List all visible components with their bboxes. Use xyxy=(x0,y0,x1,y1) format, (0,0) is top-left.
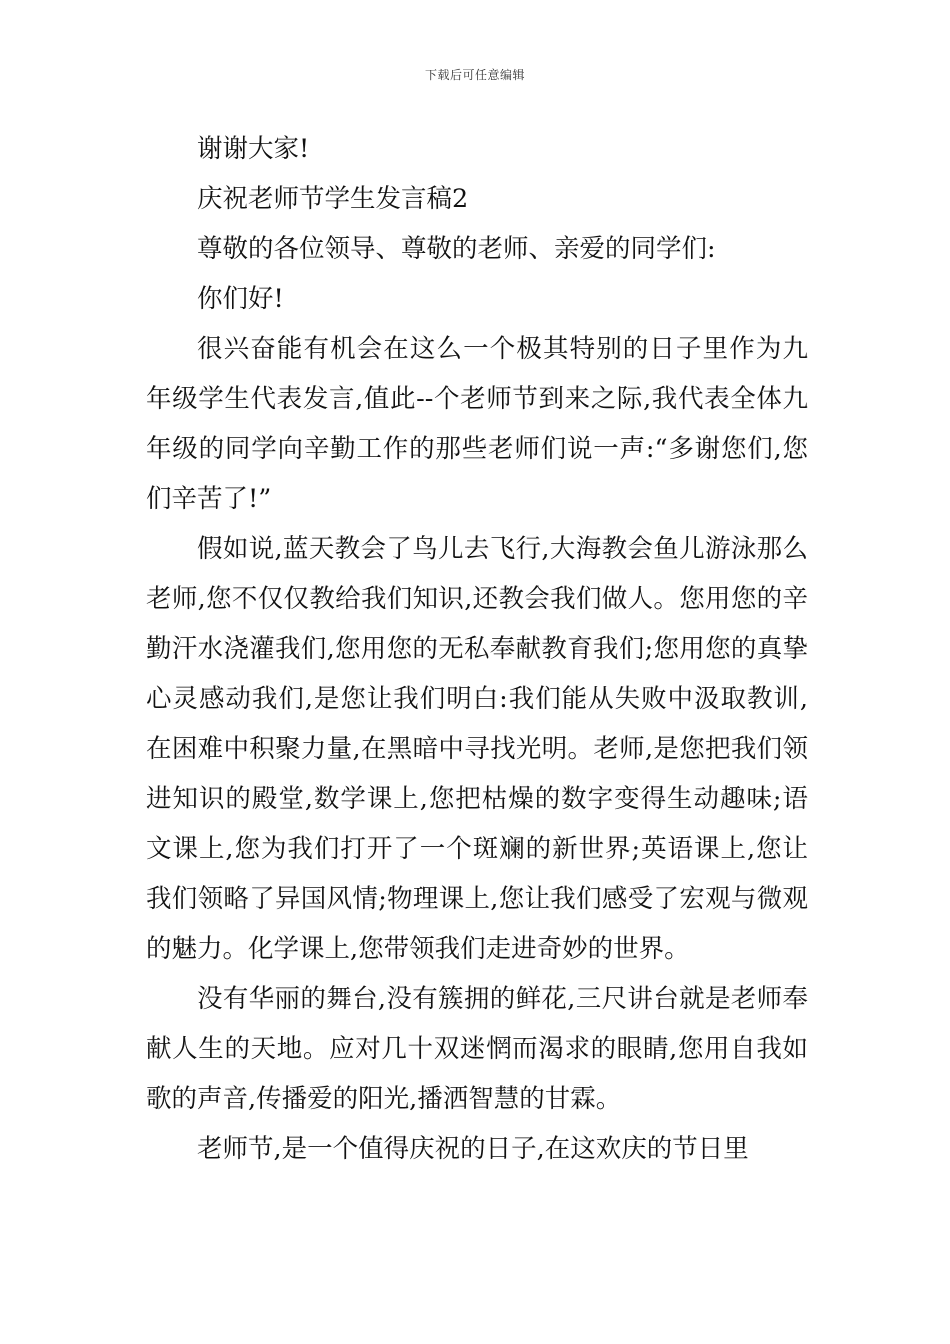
paragraph-teachers: 假如说,蓝天教会了鸟儿去飞行,大海教会鱼儿游泳那么老师,您不仅仅教给我们知识,还教会我们做人。您用您的辛勤汗水浇灌我们,您用您的无私奉献教育我们;您用您的真挚心灵感动我们,是您让我们明白:我们能从失败中汲取教训,在困难中积聚力量,在黑暗中寻找光明。老师,是您把我们领进知识的殿堂,数学课上,您把枯燥的数字变得生动趣味;语文课上,您为我们打开了一个斑斓的新世界;英语课上,您让我们领略了异国风情;物理课上,您让我们感受了宏观与微观的魅力。化学课上,您带领我们走进奇妙的世界。 xyxy=(146,534,808,964)
paragraph-greeting: 你们好! xyxy=(197,284,284,314)
paragraph-title: 庆祝老师节学生发言稿2 xyxy=(197,184,469,214)
paragraph-thanks: 谢谢大家! xyxy=(197,134,310,164)
paragraph-salutation: 尊敬的各位领导、尊敬的老师、亲爱的同学们: xyxy=(197,234,716,264)
document-body xyxy=(146,124,808,1174)
page-header: 下载后可任意编辑 xyxy=(424,68,525,82)
paragraph-intro: 很兴奋能有机会在这么一个极其特别的日子里作为九年级学生代表发言,值此--个老师节到来之际,我代表全体九年级的同学向辛勤工作的那些老师们说一声:“多谢您们,您们辛苦了!” xyxy=(146,334,808,514)
paragraph-stage: 没有华丽的舞台,没有簇拥的鲜花,三尺讲台就是老师奉献人生的天地。应对几十双迷惘而渴求的眼睛,您用自我如歌的声音,传播爱的阳光,播洒智慧的甘霖。 xyxy=(146,984,808,1114)
paragraph-festival: 老师节,是一个值得庆祝的日子,在这欢庆的节日里 xyxy=(197,1134,749,1164)
